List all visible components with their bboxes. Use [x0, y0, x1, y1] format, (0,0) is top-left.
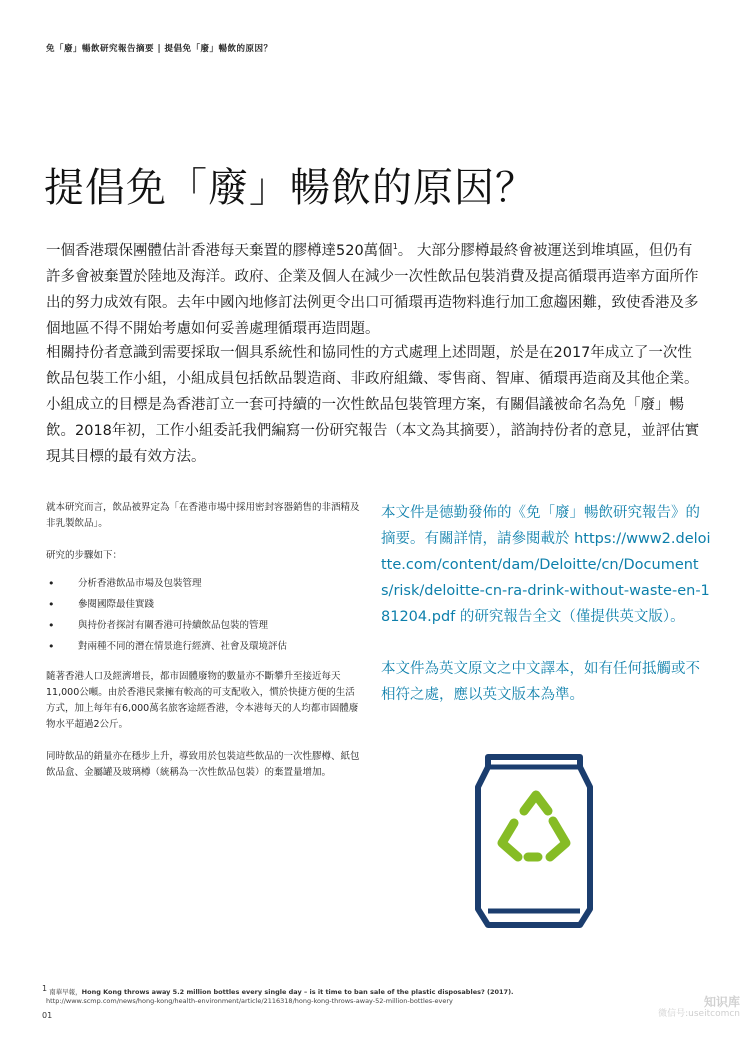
intro-paragraph-2: [46, 340, 706, 470]
watermark: [652, 996, 740, 1020]
right-column: [381, 500, 711, 734]
list-item: • 對兩種不同的潛在情景進行經濟、社會及環境評估: [46, 639, 364, 655]
footnote-ref[interactable]: 1: [392, 242, 398, 251]
intro-p1-text: 一個香港環保團體估計香港每天棄置的膠樽達520萬個: [46, 242, 393, 259]
intro-p1-rest: 。 大部分膠樽最終會被運送到堆填區，但仍有許多會被棄置於陸地及海洋。政府、企業及個人在減少一次性飲品包裝消費及提高循環再造率方面所作出的努力成效有限。去年中國內地修訂法例更令出口可循環再造物料進行加工愈趨困難，致使香港及多個地區不得不開始考慮如何妥善處理循環再造問題。: [46, 242, 699, 337]
page-title: 提倡免「廢」暢飲的原因？: [44, 165, 536, 211]
steps-list: [46, 576, 364, 655]
recycle-can-icon: [466, 745, 602, 933]
list-item: • 分析香港飲品市場及包裝管理: [46, 576, 364, 592]
left-column: [46, 500, 364, 797]
intro-paragraph-1: [46, 234, 706, 342]
page-number: 01: [42, 1011, 53, 1020]
translation-disclaimer: 本文件為英文原文之中文譯本，如有任何抵觸或不相符之處，應以英文版本為準。: [381, 661, 700, 703]
list-item: • 參閱國際最佳實踐: [46, 597, 364, 613]
footnote: [42, 984, 682, 1006]
report-summary-note[interactable]: 本文件是德勤發佈的《免「廢」暢飲研究報告》的摘要。有關詳情，請參閱載於 https://www2.deloitte.com/content/dam/Deloitte/cn/Documents/risk/deloitte-cn-ra-drink-without-waste-en-181204.pdf 的研究報告全文（僅提供英文版）。: [381, 505, 711, 625]
definition-text: 就本研究而言，飲品被界定為「在香港市場中採用密封容器銷售的非酒精及非乳製飲品」。: [46, 502, 360, 529]
can-outline: [478, 757, 590, 925]
steps-label: 研究的步驟如下：: [46, 550, 123, 561]
watermark-account: 微信号:useitcomcn: [658, 1009, 740, 1019]
watermark-brand: 知识库: [703, 995, 740, 1009]
footnote-source: 南華早報，: [49, 988, 82, 997]
recycle-arrows-icon: [502, 795, 566, 857]
waste-paragraph: 隨著香港人口及經濟增長，都市固體廢物的數量亦不斷攀升至接近每天11,000公噸。由於香港民衆擁有較高的可支配收入，慣於快捷方便的生活方式，加上每年有6,000萬名旅客途經香港，令本港每天的人均都市固體廢物水平超過2公斤。: [46, 671, 359, 730]
footnote-article: Hong Kong throws away 5.2 million bottles every single day – is it time to ban sale of the plastic disposables? (2017).: [81, 988, 514, 997]
intro-p2-text: 相關持份者意識到需要採取一個具系統性和協同性的方式處理上述問題，於是在2017年成立了一次性飲品包裝工作小組，小組成員包括飲品製造商、非政府組織、零售商、智庫、循環再造商及其他企業。小組成立的目標是為香港訂立一套可持續的一次性飲品包裝管理方案，有關倡議被命名為免「廢」暢飲。2018年初，工作小組委託我們編寫一份研究報告（本文為其摘要），諮詢持份者的意見，並評估實現其目標的最有效方法。: [46, 345, 700, 465]
list-item: • 與持份者探討有關香港可持續飲品包裝的管理: [46, 618, 364, 634]
footnote-url-link[interactable]: http://www.scmp.com/news/hong-kong/health-environment/article/2116318/hong-kong-throws-away-52-million-bottles-every: [46, 997, 453, 1006]
footnote-marker: 1: [42, 984, 48, 993]
breadcrumb: 免「廢」暢飲研究報告摘要 | 提倡免「廢」暢飲的原因？: [46, 44, 273, 54]
sales-paragraph: 同時飲品的銷量亦在穩步上升，導致用於包裝這些飲品的一次性膠樽、紙包飲品盒、金屬罐及玻璃樽（統稱為一次性飲品包裝）的棄置量增加。: [46, 751, 360, 778]
